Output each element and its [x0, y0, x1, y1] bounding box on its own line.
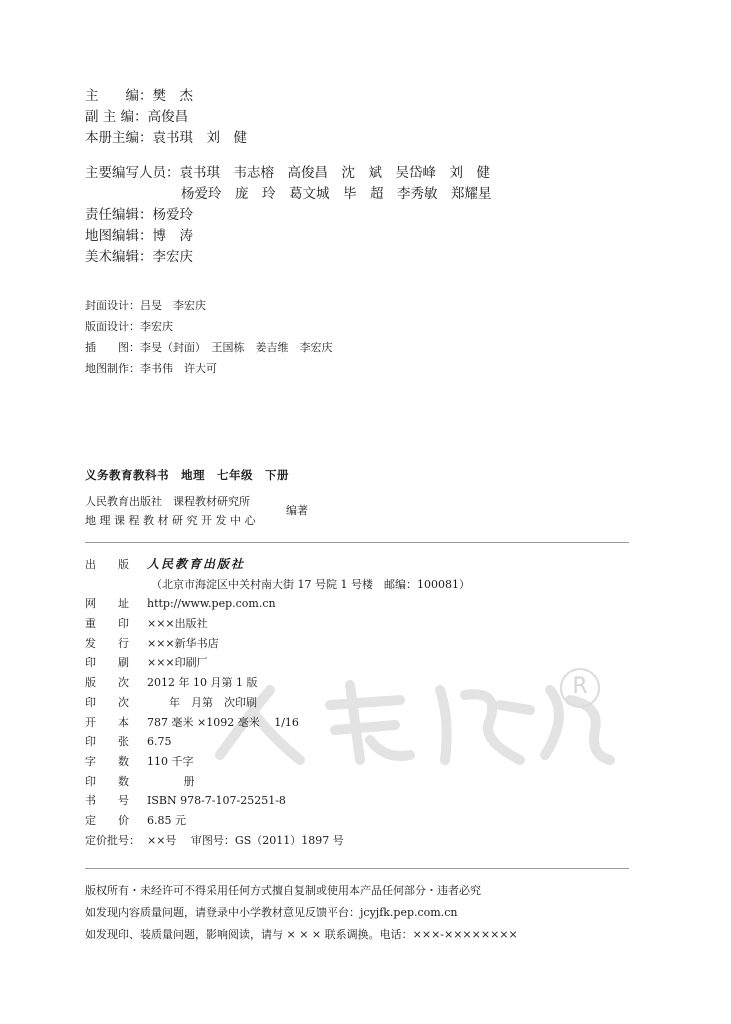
pub-value: ISBN 978-7-107-25251-8 — [147, 794, 286, 808]
mapmaking-credit: 地图制作：李书伟 许大可 — [85, 362, 217, 375]
design-credits — [85, 295, 333, 379]
divider-bottom — [85, 868, 629, 869]
quality-notice: 如发现内容质量问题，请登录中小学教材意见反馈平台：jcyjfk.pep.com.cn — [85, 906, 458, 919]
book-title: 义务教育教科书 地理 七年级 下册 — [85, 468, 289, 482]
pub-row-printrun — [85, 772, 470, 792]
footer-notices — [85, 880, 518, 946]
authors-block — [85, 492, 255, 530]
pub-row-isbn — [85, 791, 470, 811]
pub-value: 6.85 元 — [147, 813, 186, 827]
author-line-2: 地 理 课 程 教 材 研 究 开 发 中 心 — [85, 514, 256, 527]
chief-editor-label: 主 编： — [85, 88, 153, 104]
rights-notice: 版权所有・未经许可不得采用任何方式擅自复制或使用本产品任何部分・违者必究 — [85, 884, 481, 897]
pub-row-reprint — [85, 614, 470, 634]
map-editor-value: 博 涛 — [152, 228, 193, 244]
pub-key: 印 数 — [85, 774, 129, 788]
pub-row-sheets — [85, 732, 470, 752]
layout-design: 版面设计：李宏庆 — [85, 320, 173, 333]
pub-row-price — [85, 811, 470, 831]
writers-line2: 杨爱玲 庞 玲 葛文城 毕 超 李秀敏 郑耀星 — [181, 186, 492, 202]
map-editor-row — [85, 226, 492, 247]
art-editor-label: 美术编辑： — [85, 249, 153, 265]
editors-block — [85, 86, 492, 268]
pub-value: ××号 审图号：GS（2011）1897 号 — [147, 833, 344, 847]
pub-key: 印 次 — [85, 695, 129, 709]
pub-row-address — [85, 575, 470, 595]
volume-editor-value: 袁书琪 刘 健 — [152, 130, 247, 146]
chief-editor-value: 樊 杰 — [152, 88, 193, 104]
pub-key: 开 本 — [85, 715, 129, 729]
responsible-editor-value: 杨爱玲 — [152, 207, 193, 223]
publisher-logo: 人民教育出版社 — [147, 557, 246, 571]
compiled-by-label: 编著 — [286, 504, 308, 517]
deputy-editor-value: 高俊昌 — [147, 109, 189, 125]
pub-value: 787 毫米 ×1092 毫米 1/16 — [147, 715, 299, 729]
pub-value: ×××新华书店 — [147, 636, 219, 650]
pub-row-publisher — [85, 555, 470, 575]
deputy-editor-label: 副 主 编： — [85, 109, 148, 125]
pub-value: 年 月第 次印刷 — [147, 695, 257, 709]
pub-value: ×××出版社 — [147, 617, 208, 631]
pub-row-impression — [85, 693, 470, 713]
art-editor-row — [85, 247, 492, 268]
art-editor-value: 李宏庆 — [152, 249, 193, 265]
website-link[interactable]: http://www.pep.com.cn — [147, 597, 276, 611]
pub-row-edition — [85, 673, 470, 693]
divider-top — [85, 542, 629, 543]
pub-value: ×××印刷厂 — [147, 656, 208, 670]
cover-design: 封面设计：吕旻 李宏庆 — [85, 299, 206, 312]
pub-value: 110 千字 — [147, 754, 194, 768]
pub-value: 6.75 — [147, 735, 172, 749]
pub-key: 印 张 — [85, 735, 129, 749]
printing-notice: 如发现印、装质量问题，影响阅读，请与 × × × 联系调换。电话：×××-×××××××× — [85, 928, 518, 941]
pub-row-printer — [85, 653, 470, 673]
volume-editor-row — [85, 128, 492, 149]
pub-row-distribution — [85, 634, 470, 654]
publisher-address: （北京市海淀区中关村南大街 17 号院 1 号楼 邮编：100081） — [151, 577, 470, 591]
pub-key: 字 数 — [85, 754, 129, 768]
writers-line1: 袁书琪 韦志榕 高俊昌 沈 斌 吴岱峰 刘 健 — [179, 165, 490, 181]
registered-mark-icon: R — [560, 668, 600, 708]
writers-row-2 — [85, 184, 492, 205]
pub-key: 书 号 — [85, 794, 129, 808]
pub-key: 定 价 — [85, 813, 129, 827]
responsible-editor-label: 责任编辑： — [85, 207, 153, 223]
pub-key: 印 刷 — [85, 656, 129, 670]
pub-value: 2012 年 10 月第 1 版 — [147, 676, 258, 690]
pub-key: 发 行 — [85, 636, 129, 650]
publication-info — [85, 555, 470, 850]
responsible-editor-row — [85, 205, 492, 226]
volume-editor-label: 本册主编： — [85, 130, 153, 146]
writers-label: 主要编写人员： — [85, 165, 180, 181]
author-line-1: 人民教育出版社 课程教材研究所 — [85, 495, 250, 508]
chief-editor-row — [85, 86, 492, 107]
pub-key: 网 址 — [85, 597, 129, 611]
pub-row-approval — [85, 831, 470, 851]
pub-row-wordcount — [85, 752, 470, 772]
pub-row-website — [85, 594, 470, 614]
pub-key: 重 印 — [85, 617, 129, 631]
deputy-editor-row — [85, 107, 492, 128]
writers-row — [85, 163, 492, 184]
pub-value: 册 — [147, 774, 195, 788]
pub-key: 版 次 — [85, 676, 129, 690]
pub-key: 出 版 — [85, 558, 129, 571]
pub-row-format — [85, 713, 470, 733]
pub-key: 定价批号： — [85, 833, 140, 847]
map-editor-label: 地图编辑： — [85, 228, 153, 244]
illustration-credit: 插 图：李旻（封面） 王国栋 姜吉维 李宏庆 — [85, 341, 333, 354]
